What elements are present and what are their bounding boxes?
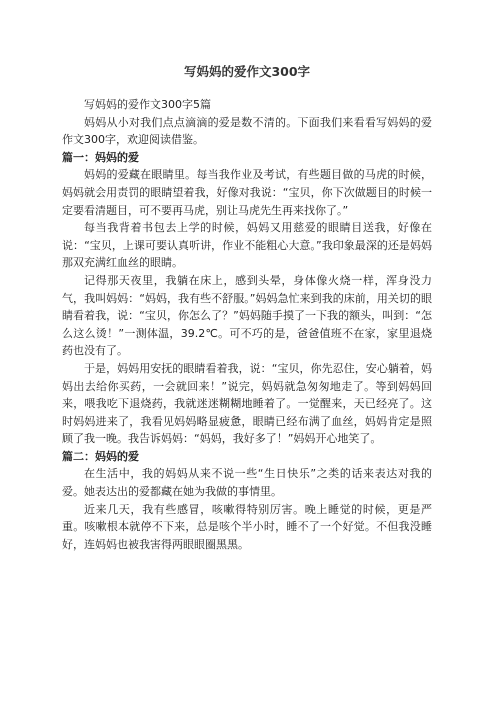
paragraph: 妈妈的爱藏在眼睛里。每当我作业及考试，有些题目做的马虎的时候，妈妈就会用责罚的眼睛望着我，好像对我说：“宝贝，你下次做题目的时候一定要看清题目，可不要再马虎，别让马虎先生再来找你了。” [62, 168, 432, 217]
section-heading: 篇一：妈妈的爱 [62, 150, 139, 164]
document-body [62, 96, 432, 553]
paragraph: 每当我背着书包去上学的时候，妈妈又用慈爱的眼睛目送我，好像在说：“宝贝，上课可要认真听讲，作业不能粗心大意。”我印象最深的还是妈妈那双充满红血丝的眼睛。 [62, 221, 432, 270]
paragraph: 写妈妈的爱作文300字5篇 [84, 98, 211, 111]
document-title: 写妈妈的爱作文300字 [183, 64, 311, 79]
paragraph: 妈妈从小对我们点点滴滴的爱是数不清的。下面我们来看看写妈妈的爱作文300字，欢迎阅读借鉴。 [62, 115, 432, 147]
paragraph: 于是，妈妈用安抚的眼睛看着我，说：“宝贝，你先忍住，安心躺着，妈妈出去给你买药，一会就回来！”说完，妈妈就急匆匆地走了。等到妈妈回来，喂我吃下退烧药，我就迷迷糊糊地睡着了。一觉醒来，天已经亮了。这时妈妈进来了，我看见妈妈略显疲惫，眼睛已经布满了血丝，妈妈肯定是照顾了我一晚。我告诉妈妈：“妈妈，我好多了！”妈妈开心地笑了。 [62, 361, 432, 446]
paragraph: 记得那天夜里，我躺在床上，感到头晕，身体像火烧一样，浑身没力气，我叫妈妈：“妈妈，我有些不舒服。”妈妈急忙来到我的床前，用关切的眼睛看着我，说：“宝贝，你怎么了？”妈妈随手摸了一下我的额头，叫到：“怎么这么烫！”一测体温，39.2℃。可不巧的是，爸爸值班不在家，家里退烧药也没有了。 [62, 273, 432, 358]
section-heading: 篇二：妈妈的爱 [62, 449, 139, 463]
paragraph: 在生活中，我的妈妈从来不说一些“生日快乐”之类的话来表达对我的爱。她表达出的爱都藏在她为我做的事情里。 [62, 467, 432, 499]
paragraph: 近来几天，我有些感冒，咳嗽得特别厉害。晚上睡觉的时候，更是严重。咳嗽根本就停不下来，总是咳个半小时，睡不了一个好觉。不但我没睡好，连妈妈也被我害得两眼眼圈黑黑。 [62, 502, 432, 551]
